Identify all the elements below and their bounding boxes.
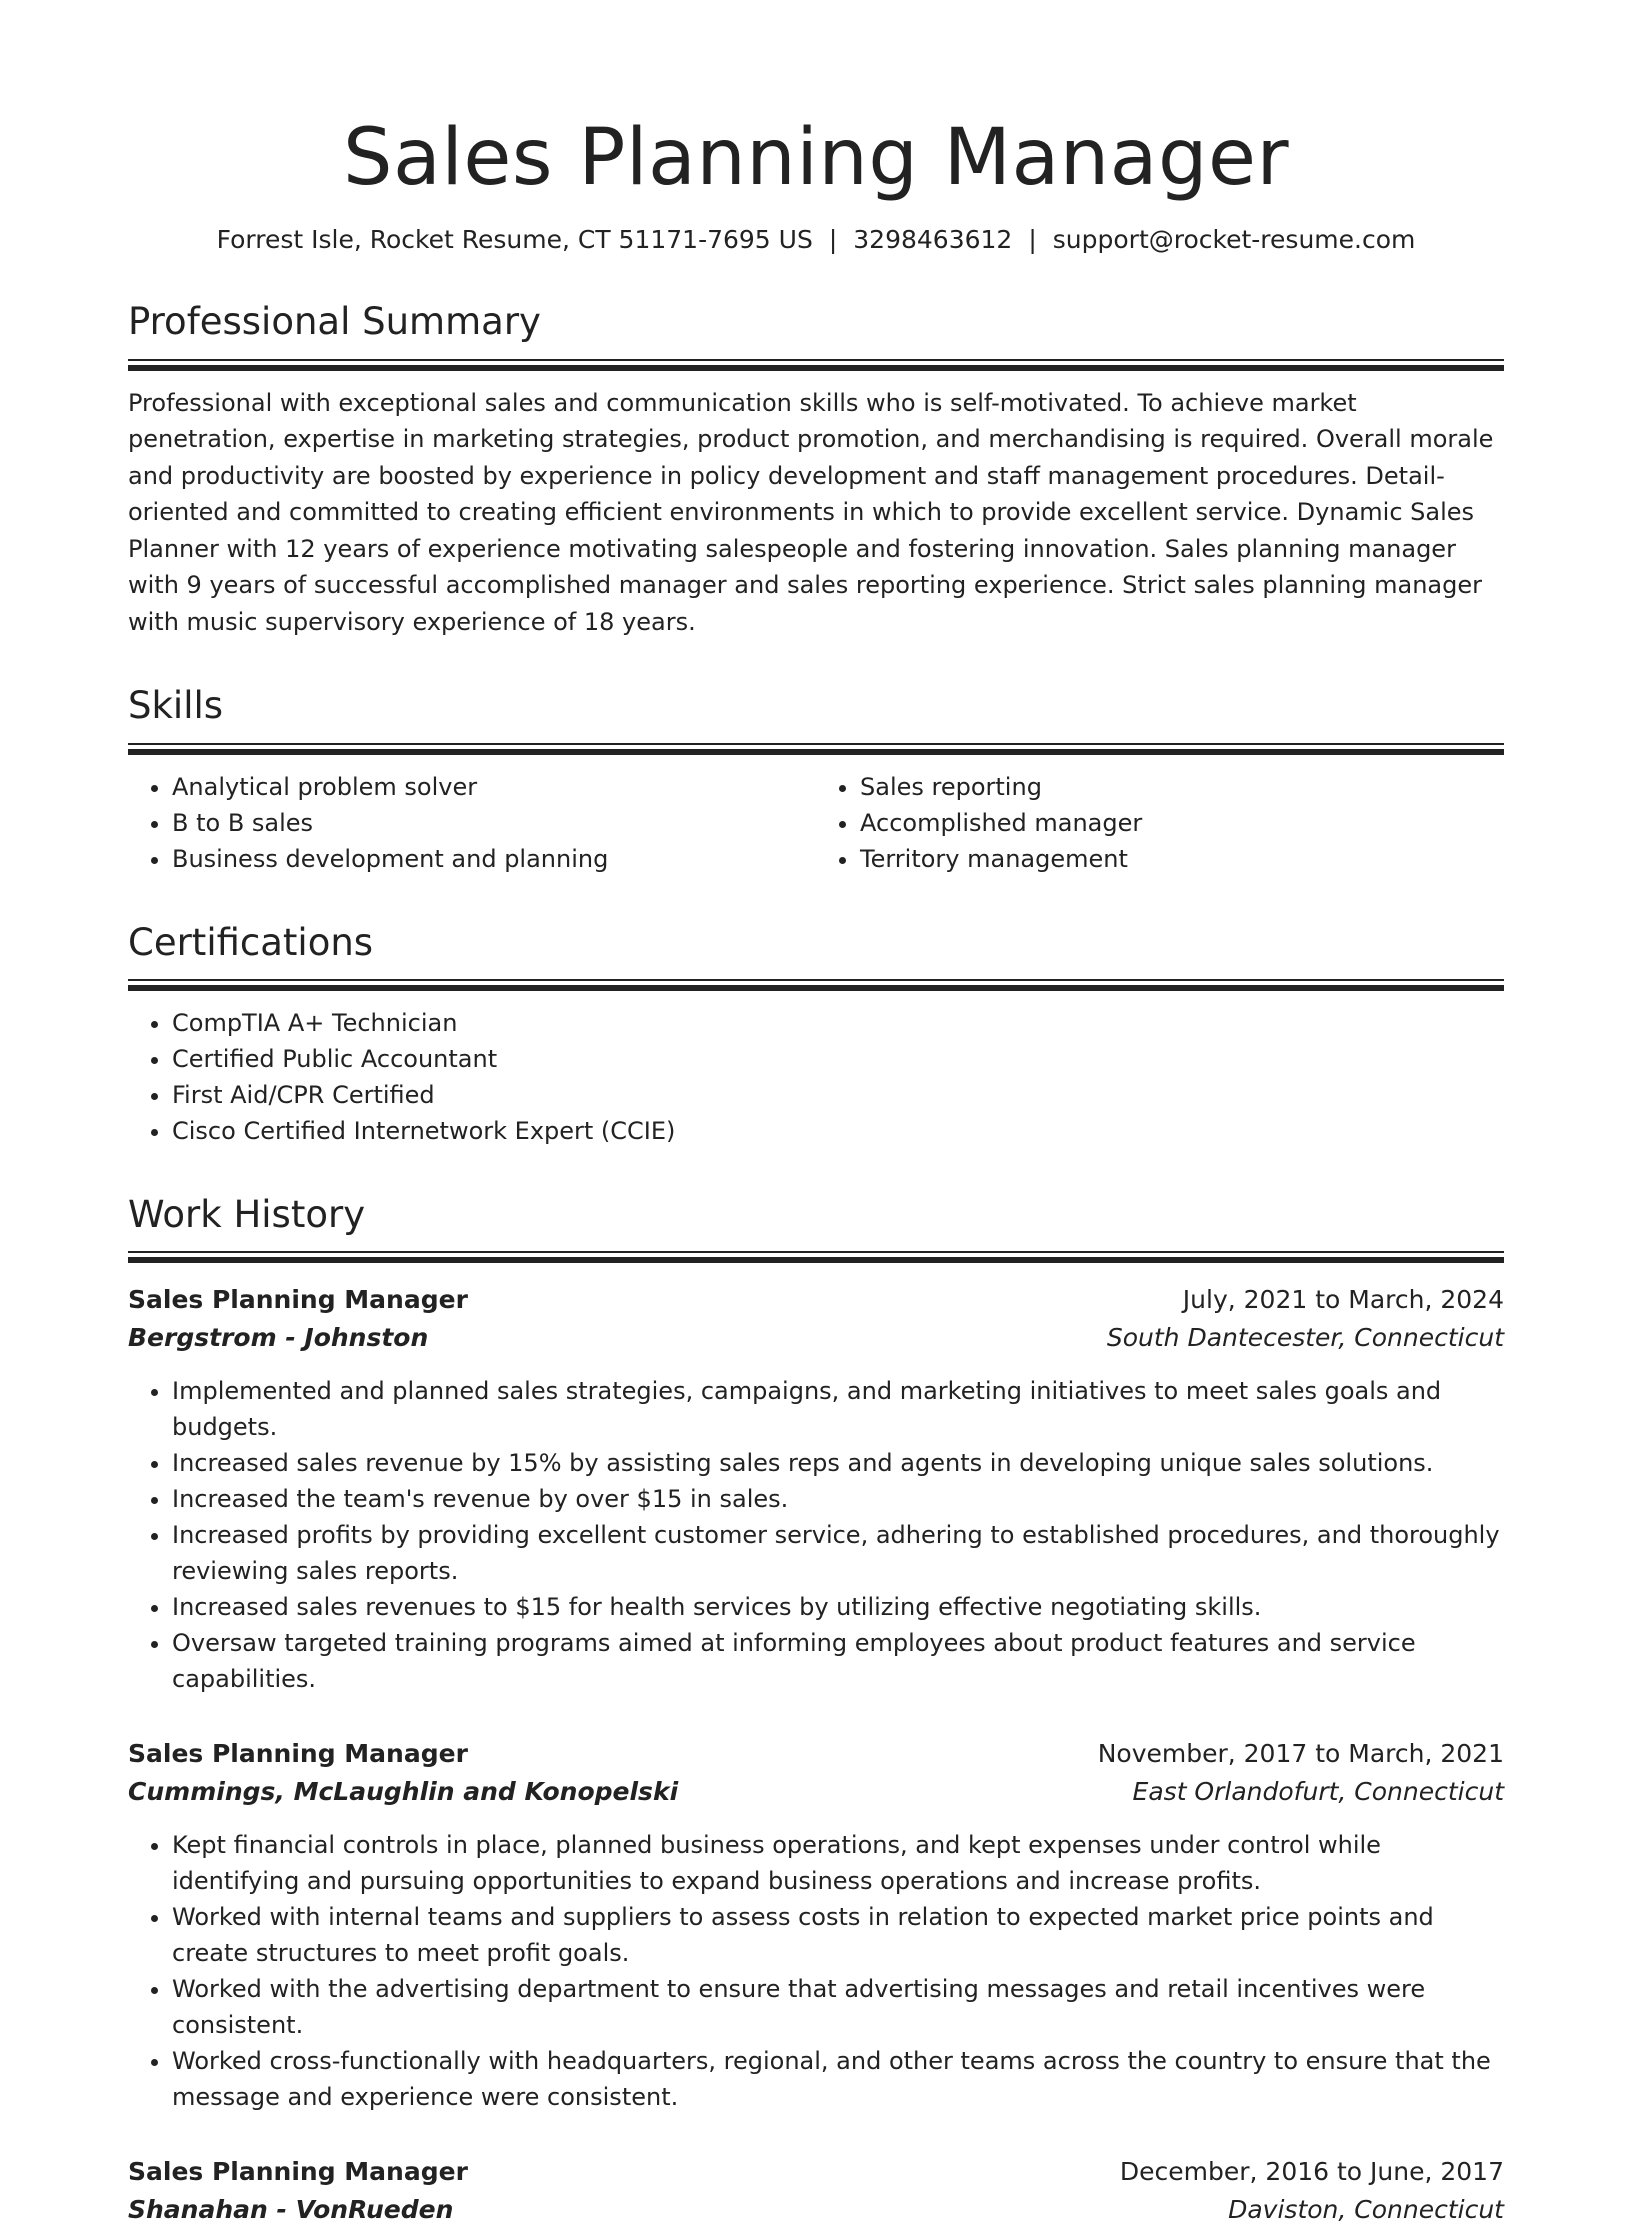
skill-item: • Analytical problem solver	[172, 769, 816, 805]
job-bullet: • Oversaw targeted training programs aimed at informing employees about product features and service capabilities.	[172, 1625, 1504, 1697]
job-title: Sales Planning Manager	[128, 1739, 468, 1769]
skills-columns	[128, 755, 1504, 877]
skills-list-left	[128, 769, 816, 877]
certifications-section	[128, 921, 1504, 1149]
job-company: Cummings, McLaughlin and Konopelski	[128, 1777, 679, 1807]
skill-item: • Sales reporting	[860, 769, 1504, 805]
skills-heading: Skills	[128, 684, 224, 728]
job-bullet: • Implemented and planned sales strategies, campaigns, and marketing initiatives to meet sales goals and budgets.	[172, 1373, 1504, 1445]
skills-section	[128, 684, 1504, 876]
contact-separator: |	[828, 224, 838, 254]
job-location: Daviston, Connecticut	[1228, 2195, 1504, 2225]
job-subheader-row	[128, 1773, 1504, 1811]
certification-item: • Certified Public Accountant	[172, 1041, 1504, 1077]
job-header-row	[128, 1281, 1504, 1319]
certification-item: • First Aid/CPR Certified	[172, 1077, 1504, 1113]
job-title: Sales Planning Manager	[128, 2157, 468, 2187]
job-subheader-row	[128, 1319, 1504, 1357]
job-entry	[128, 1735, 1504, 2115]
job-entry	[128, 2153, 1504, 2229]
job-location: East Orlandofurt, Connecticut	[1132, 1777, 1504, 1807]
job-dates: July, 2021 to March, 2024	[1182, 1285, 1504, 1315]
section-divider	[128, 1251, 1504, 1263]
job-entry	[128, 1281, 1504, 1697]
job-bullet: • Worked with internal teams and suppliers to assess costs in relation to expected market price points and create structures to meet profit goals.	[172, 1899, 1504, 1971]
job-bullet: • Worked with the advertising department to ensure that advertising messages and retail incentives were consistent.	[172, 1971, 1504, 2043]
job-dates: November, 2017 to March, 2021	[1097, 1739, 1504, 1769]
work-history-heading: Work History	[128, 1193, 366, 1237]
certification-item: • Cisco Certified Internetwork Expert (CCIE)	[172, 1113, 1504, 1149]
summary-section	[128, 300, 1504, 640]
contact-separator: |	[1028, 224, 1037, 254]
contact-phone: 3298463612	[853, 224, 1013, 254]
contact-line	[128, 224, 1504, 257]
job-subheader-row	[128, 2191, 1504, 2229]
skills-list-right	[816, 769, 1504, 877]
job-bullets	[128, 1373, 1504, 1697]
section-divider	[128, 979, 1504, 991]
job-bullet: • Kept financial controls in place, planned business operations, and kept expenses under control while identifying and pursuing opportunities to expand business operations and increase profits.	[172, 1827, 1504, 1899]
section-divider	[128, 359, 1504, 371]
certification-item: • CompTIA A+ Technician	[172, 1005, 1504, 1041]
job-bullet: • Increased the team's revenue by over $15 in sales.	[172, 1481, 1504, 1517]
job-bullet: • Worked cross-functionally with headquarters, regional, and other teams across the country to ensure that the message and experience were consistent.	[172, 2043, 1504, 2115]
section-divider	[128, 743, 1504, 755]
skill-item: • B to B sales	[172, 805, 816, 841]
contact-address: Forrest Isle, Rocket Resume, CT 51171-7695 US	[216, 224, 813, 254]
work-history-section	[128, 1193, 1504, 2229]
job-bullet: • Increased profits by providing excellent customer service, adhering to established procedures, and thoroughly reviewing sales reports.	[172, 1517, 1504, 1589]
summary-text: Professional with exceptional sales and communication skills who is self-motivated. To achieve market penetration, expertise in marketing strategies, product promotion, and merchandising is required. Overall morale and productivity are boosted by experience in policy development and staff management procedures. Detail-oriented and committed to creating efficient environments in which to provide excellent service. Dynamic Sales Planner with 12 years of experience motivating salespeople and fostering innovation. Sales planning manager with 9 years of successful accomplished manager and sales reporting experience. Strict sales planning manager with music supervisory experience of 18 years.	[128, 388, 1494, 636]
certifications-heading: Certifications	[128, 920, 374, 964]
certifications-list	[128, 1005, 1504, 1149]
job-bullet: • Increased sales revenue by 15% by assisting sales reps and agents in developing unique sales solutions.	[172, 1445, 1504, 1481]
contact-email: support@rocket-resume.com	[1052, 224, 1416, 254]
job-header-row	[128, 2153, 1504, 2191]
skill-item: • Accomplished manager	[860, 805, 1504, 841]
job-dates: December, 2016 to June, 2017	[1119, 2157, 1504, 2187]
skill-item: • Territory management	[860, 841, 1504, 877]
job-company: Shanahan - VonRueden	[128, 2195, 454, 2225]
job-bullets	[128, 1827, 1504, 2115]
job-bullet: • Increased sales revenues to $15 for health services by utilizing effective negotiating skills.	[172, 1589, 1504, 1625]
job-header-row	[128, 1735, 1504, 1773]
skill-item: • Business development and planning	[172, 841, 816, 877]
resume-name: Sales Planning Manager	[342, 113, 1290, 203]
job-company: Bergstrom - Johnston	[128, 1323, 429, 1353]
job-location: South Dantecester, Connecticut	[1106, 1323, 1504, 1353]
summary-heading: Professional Summary	[128, 300, 541, 344]
job-title: Sales Planning Manager	[128, 1285, 468, 1315]
